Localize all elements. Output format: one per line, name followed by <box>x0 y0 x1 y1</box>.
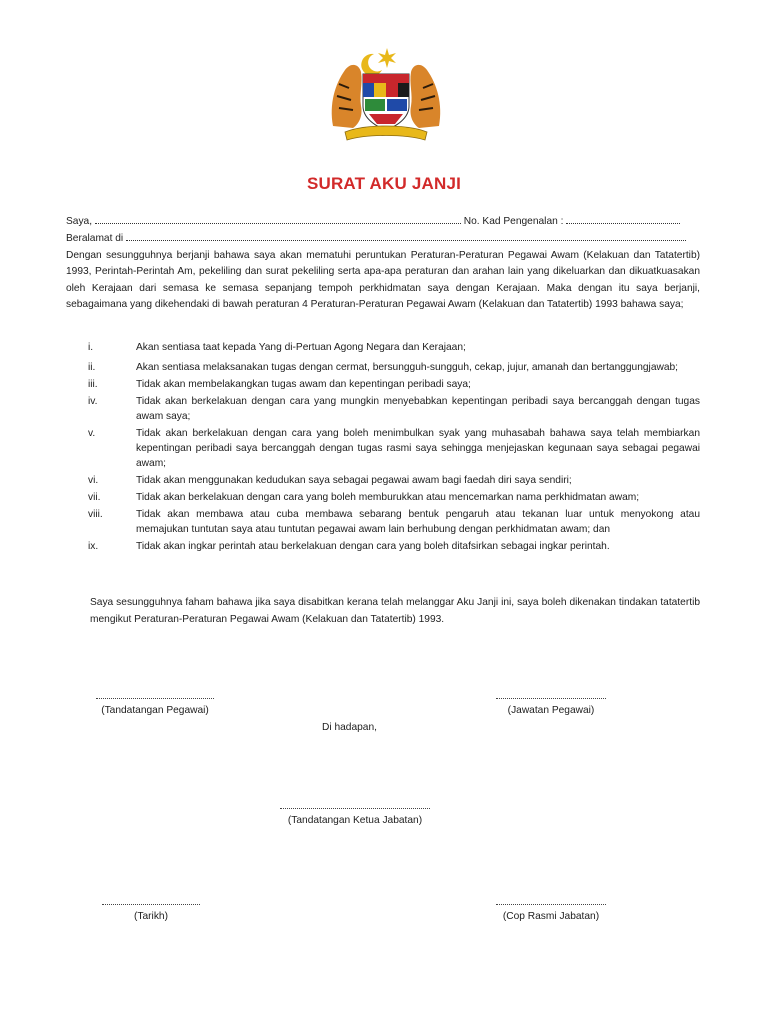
item-number: ix. <box>88 541 99 552</box>
officer-signature-block <box>86 698 224 716</box>
head-signature-block <box>270 808 440 826</box>
date-block <box>96 904 206 922</box>
item-text: Tidak akan berkelakuan dengan cara yang boleh menimbulkan syak yang muhasabah bahawa saya telah membiarkan kepentingan peribadi saya bercanggah dengan tugas rasmi saya sehingga menjejaskan kegunaan saya sebagai pegawai awam; <box>136 428 700 469</box>
list-item <box>66 473 700 488</box>
list-item <box>66 377 700 392</box>
name-label: Saya, <box>66 216 93 227</box>
list-item <box>66 360 700 375</box>
position-signature-label: (Jawatan Pegawai) <box>507 705 595 716</box>
intro-paragraph: Dengan sesungguhnya berjanji bahawa saya akan mematuhi peruntukan Peraturan-Peraturan Pegawai Awam (Kelakuan dan Tatatertib) 1993, Perintah-Perintah Am, pekeliling dan surat pekeliling serta apa-apa peraturan dan arahan lain yang dikeluarkan dan dikuatkuasakan oleh Kerajaan dari semasa ke semasa sepanjang tempoh perkhidmatan saya dengan Kerajaan. Maka dengan itu saya berjanji, sebagaimana yang dikehendaki di bawah peraturan 4 Peraturan-Peraturan Pegawai Awam (Kelakuan dan Tatatertib) 1993 bahawa saya; <box>66 250 700 311</box>
item-text: Tidak akan berkelakuan dengan cara yang boleh memburukkan atau mencemarkan nama perkhidmatan awam; <box>136 492 640 503</box>
coat-of-arms-logo <box>325 44 447 144</box>
item-text: Tidak akan ingkar perintah atau berkelakuan dengan cara yang boleh ditafsirkan sebagai ingkar perintah. <box>136 541 610 552</box>
list-item <box>66 539 700 554</box>
item-number: i. <box>88 342 94 353</box>
list-item <box>66 426 700 471</box>
item-text: Akan sentiasa taat kepada Yang di-Pertuan Agong Negara dan Kerajaan; <box>136 342 466 353</box>
position-signature-block <box>484 698 618 716</box>
undertaking-list <box>66 340 700 554</box>
stamp-label: (Cop Rasmi Jabatan) <box>502 911 600 922</box>
date-line[interactable] <box>102 904 200 905</box>
item-text: Tidak akan menggunakan kedudukan saya sebagai pegawai awam bagi faedah diri saya sendiri; <box>136 475 572 486</box>
item-number: vi. <box>88 475 99 486</box>
stamp-block <box>484 904 618 922</box>
list-item <box>66 394 700 424</box>
item-text: Tidak akan membelakangkan tugas awam dan kepentingan peribadi saya; <box>136 379 471 390</box>
address-line <box>66 231 686 246</box>
item-text: Tidak akan berkelakuan dengan cara yang mungkin menyebabkan kepentingan peribadi saya bercanggah dengan tugas awam saya; <box>136 396 700 422</box>
item-number: vii. <box>88 492 101 503</box>
address-field[interactable] <box>126 231 686 241</box>
list-item <box>66 507 700 537</box>
name-field[interactable] <box>95 214 461 224</box>
ic-label: No. Kad Pengenalan : <box>463 216 564 227</box>
item-number: iii. <box>88 379 98 390</box>
item-text: Tidak akan membawa atau cuba membawa sebarang bentuk pengaruh atau tekanan luar untuk menyokong atau memajukan tuntutan saya atau tuntutan pegawai awam lain berhubung dengan perkhidmatan awam; dan <box>136 509 700 535</box>
before-me-text: Di hadapan, <box>322 722 377 733</box>
address-label: Beralamat di <box>66 233 124 244</box>
name-line <box>66 214 680 229</box>
officer-signature-line[interactable] <box>96 698 214 699</box>
item-number: ii. <box>88 362 96 373</box>
head-signature-line[interactable] <box>280 808 430 809</box>
stamp-line[interactable] <box>496 904 606 905</box>
date-label: (Tarikh) <box>134 911 168 922</box>
document-title: SURAT AKU JANJI <box>306 174 462 193</box>
item-number: viii. <box>88 509 103 520</box>
officer-signature-label: (Tandatangan Pegawai) <box>101 705 209 716</box>
position-signature-line[interactable] <box>496 698 606 699</box>
closing-paragraph: Saya sesungguhnya faham bahawa jika saya disabitkan kerana telah melanggar Aku Janji ini, saya boleh dikenakan tindakan tatatertib mengikut Peraturan-Peraturan Pegawai Awam (Kelakuan dan Tatatertib) 1993. <box>90 597 700 625</box>
list-item <box>66 340 700 355</box>
item-text: Akan sentiasa melaksanakan tugas dengan cermat, bersungguh-sungguh, cekap, jujur, amanah dan bertanggungjawab; <box>136 362 679 373</box>
item-number: iv. <box>88 396 98 407</box>
item-number: v. <box>88 428 96 439</box>
ic-number-field[interactable] <box>566 214 680 224</box>
head-signature-label: (Tandatangan Ketua Jabatan) <box>287 815 423 826</box>
list-item <box>66 490 700 505</box>
